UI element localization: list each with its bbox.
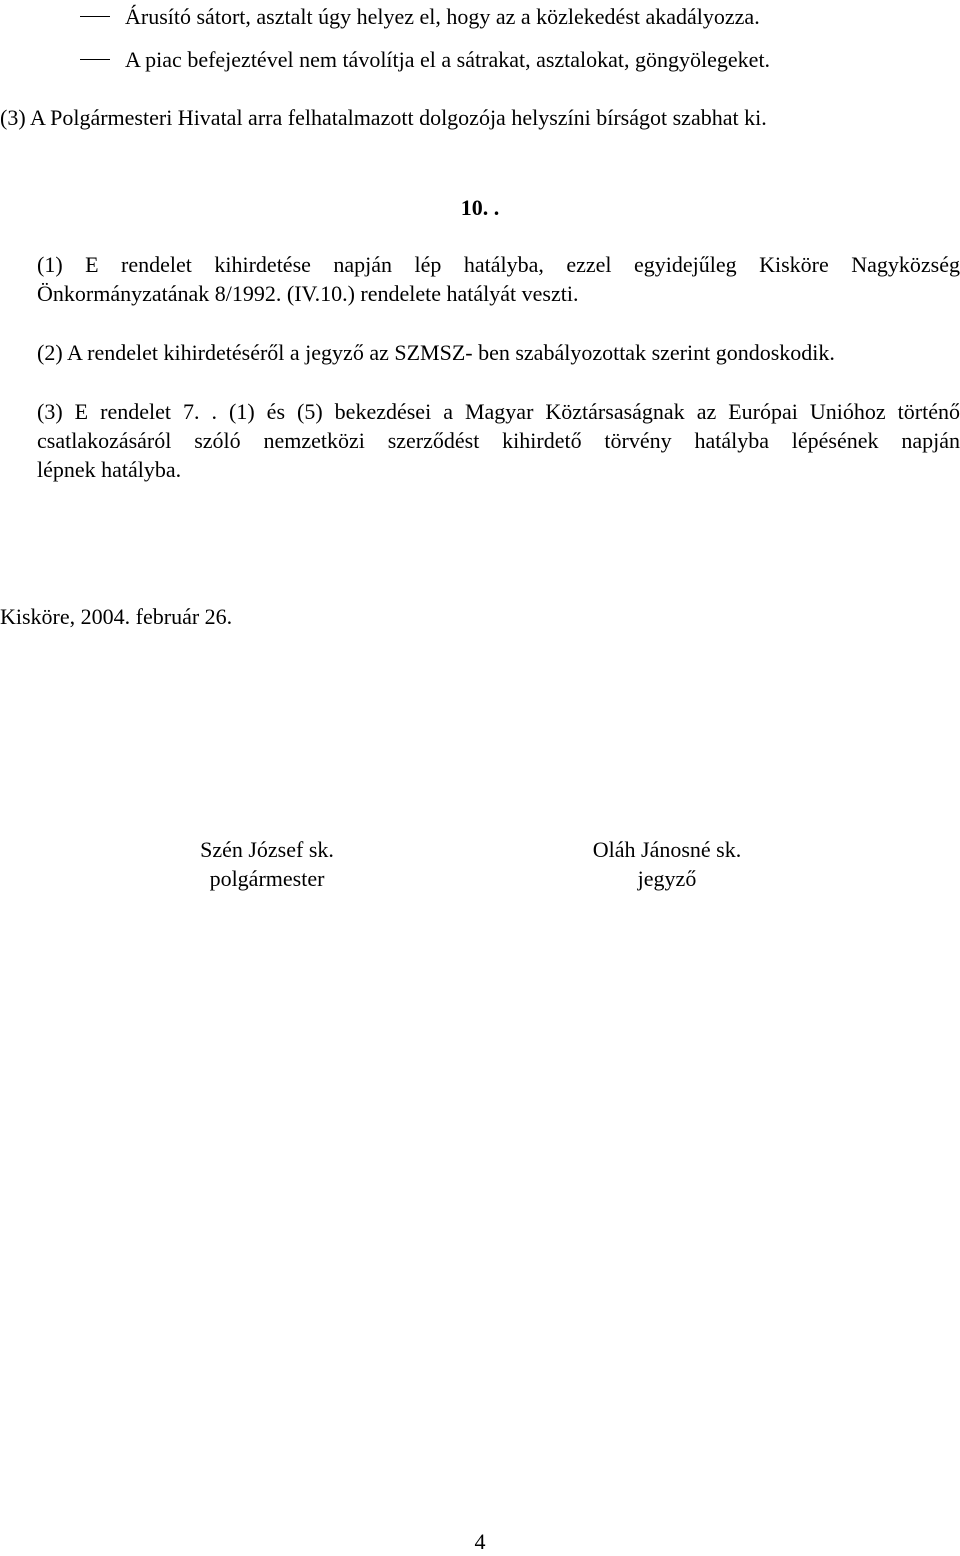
dash-bullet <box>80 16 110 17</box>
page-number: 4 <box>474 1529 486 1554</box>
section-10-heading: 10. . <box>460 195 500 220</box>
place-date: Kisköre, 2004. február 26. <box>0 604 233 629</box>
paragraph-10-3-line2: csatlakozásáról szóló nemzetközi szerződést kihirdető törvény hatályba lépésének napján <box>37 428 960 453</box>
signature-name-mayor: Szén József sk. <box>200 837 334 862</box>
paragraph-9-3: (3) A Polgármesteri Hivatal arra felhatalmazott dolgozója helyszíni bírságot szabhat ki. <box>0 105 767 130</box>
paragraph-10-1-line2: Önkormányzatának 8/1992. (IV.10.) rendelete hatályát veszti. <box>37 281 579 306</box>
paragraph-10-3-line1: (3) E rendelet 7. . (1) és (5) bekezdései a Magyar Köztársaságnak az Európai Unióhoz történő <box>37 399 960 424</box>
paragraph-10-1-line1: (1) E rendelet kihirdetése napján lép hatályba, ezzel egyidejűleg Kisköre Nagyközség <box>37 252 960 277</box>
signature-title-notary: jegyző <box>637 866 697 891</box>
dash-bullet <box>80 59 110 60</box>
signature-name-notary: Oláh Jánosné sk. <box>592 837 742 862</box>
paragraph-10-3-line3: lépnek hatályba. <box>37 457 182 482</box>
list-item-text: Árusító sátort, asztalt úgy helyez el, hogy az a közlekedést akadályozza. <box>125 4 760 29</box>
paragraph-10-2: (2) A rendelet kihirdetéséről a jegyző az SZMSZ- ben szabályozottak szerint gondoskodik. <box>37 340 835 365</box>
signature-title-mayor: polgármester <box>209 866 325 891</box>
list-item-text: A piac befejeztével nem távolítja el a sátrakat, asztalokat, göngyölegeket. <box>125 47 771 72</box>
